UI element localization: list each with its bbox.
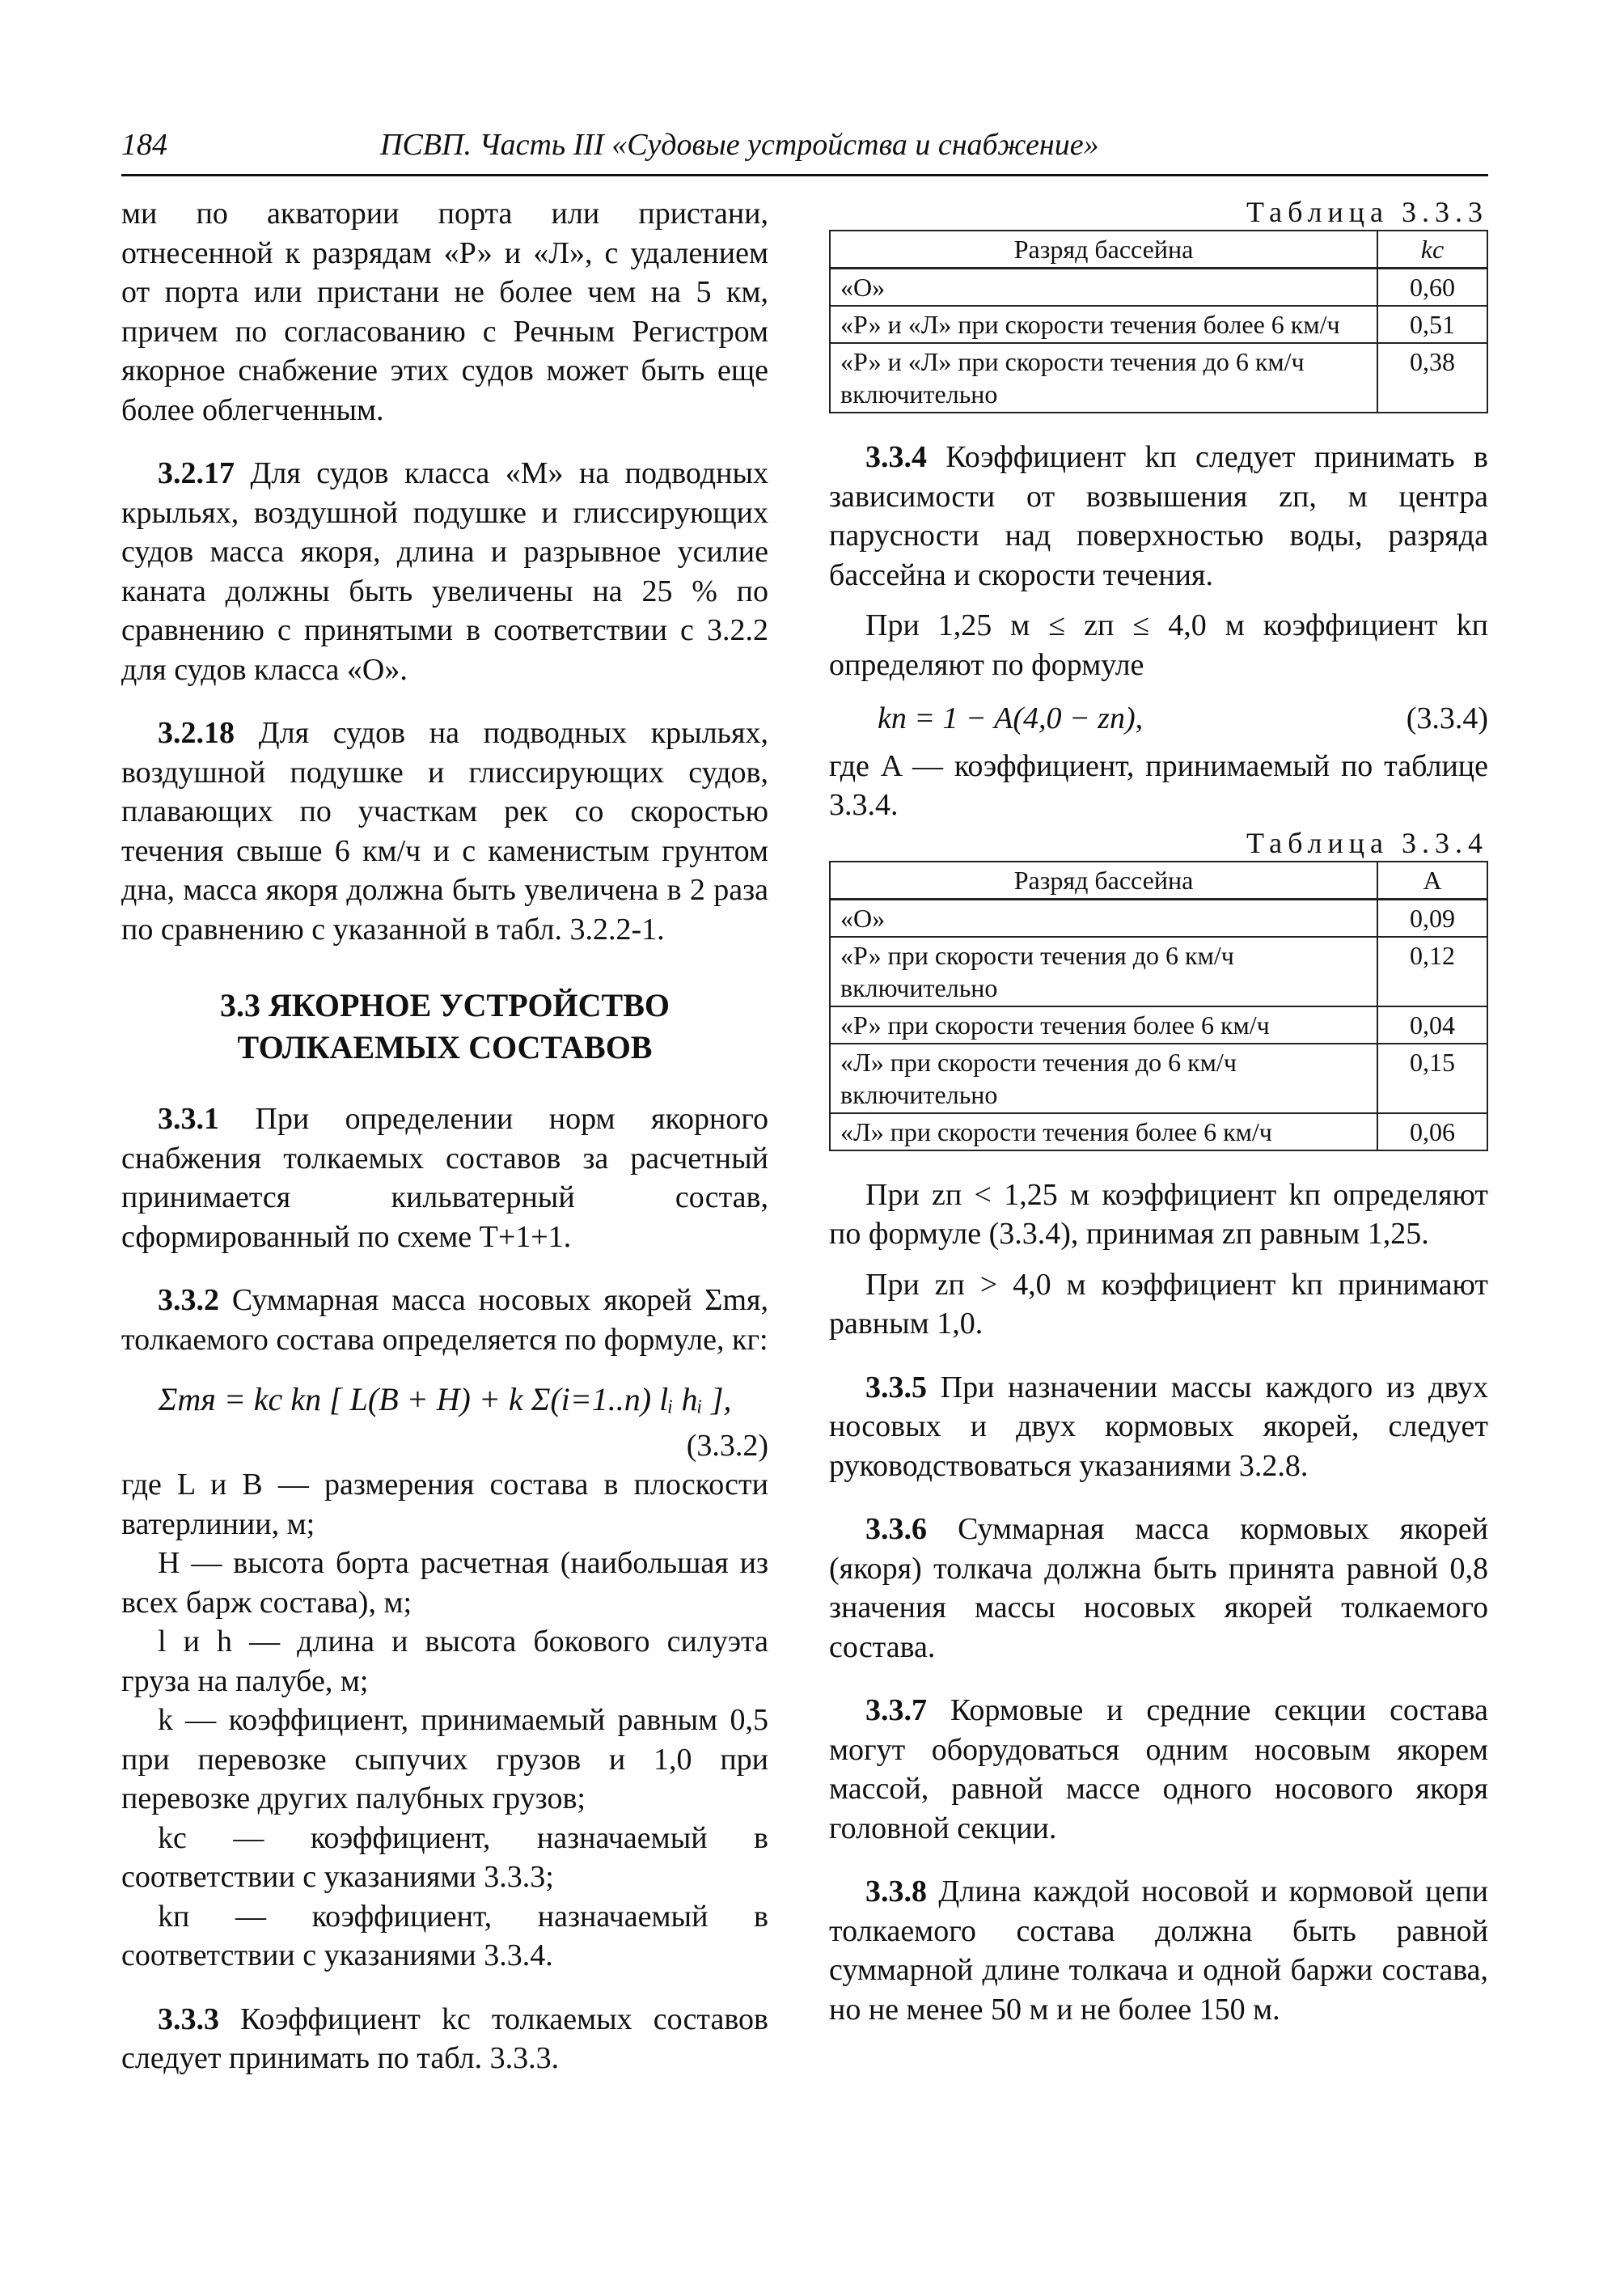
formula-3-3-4-row: [829, 684, 1488, 747]
paragraph-intro: ми по акватории порта или пристани, отнесенной к разрядам «Р» и «Л», с удалением от порта или пристани не более чем на 5 км, причем по согласованию с Речным Регистром якорное снабжение этих судов может быть еще более облегченным.: [121, 197, 768, 427]
column-header: Разряд бассейна: [830, 231, 1377, 269]
table-row: [830, 306, 1487, 343]
clause-text: При назначении массы каждого из двух носовых и двух кормовых якорей, следует руководствоваться указаниями 3.2.8.: [829, 1370, 1488, 1483]
paragraph-3-3-7: [829, 1691, 1488, 1848]
paragraph-where-a: где A — коэффициент, принимаемый по таблице 3.3.4.: [829, 748, 1488, 822]
table-cell: 0,09: [1377, 899, 1487, 937]
clause-text: Кормовые и средние секции состава могут оборудоваться одним носовым якорем массой, равной массе одного носового якоря головной секции.: [829, 1693, 1488, 1845]
table-row: [830, 1006, 1487, 1044]
definition-kc: kс — коэффициент, назначаемый в соответствии с указаниями 3.3.3;: [121, 1820, 768, 1894]
clause-number: 3.3.5: [865, 1370, 927, 1404]
column-header: Разряд бассейна: [830, 862, 1377, 900]
table-3-3-4: [829, 861, 1488, 1151]
definition-l-h: l и h — длина и высота бокового силуэта груза на палубе, м;: [121, 1625, 768, 1698]
section-title-line-1: 3.3 ЯКОРНОЕ УСТРОЙСТВО: [219, 987, 670, 1023]
paragraph-range: При 1,25 м ≤ zп ≤ 4,0 м коэффициент kп определяют по формуле: [829, 608, 1488, 682]
table-3-3-3: [829, 230, 1488, 413]
table-cell: 0,06: [1377, 1113, 1487, 1150]
clause-number: 3.3.7: [865, 1693, 927, 1727]
formula-3-3-4: kп = 1 − A(4,0 − zп),: [878, 701, 1144, 735]
clause-text: Суммарная масса кормовых якорей (якоря) толкача должна быть принята равной 0,8 значения массы носовых якорей толкаемого состава.: [829, 1512, 1488, 1664]
table-cell: «Р» при скорости течения более 6 км/ч: [830, 1006, 1377, 1044]
clause-number: 3.3.3: [158, 2002, 219, 2036]
table-row: [830, 269, 1487, 307]
table-cell: 0,04: [1377, 1006, 1487, 1044]
table-cell: «Р» при скорости течения до 6 км/ч включительно: [830, 937, 1377, 1006]
clause-number: 3.3.4: [865, 440, 927, 474]
formula-3-3-2: Σmя = kс kп [ L(B + H) + k Σ(i=1..n) lᵢ hᵢ ],: [158, 1381, 732, 1417]
definition-h: H — высота борта расчетная (наибольшая из всех барж состава), м;: [121, 1546, 768, 1620]
page-header: [121, 125, 1488, 176]
table-cell: 0,12: [1377, 937, 1487, 1006]
table-cell: «Л» при скорости течения до 6 км/ч включительно: [830, 1044, 1377, 1113]
definition-k: k — коэффициент, принимаемый равным 0,5 при перевозке сыпучих грузов и 1,0 при перевозке других палубных грузов;: [121, 1703, 768, 1815]
table-row: [830, 899, 1487, 937]
paragraph-3-2-17: [121, 454, 768, 689]
clause-number: 3.3.1: [158, 1102, 219, 1136]
table-row: [830, 1113, 1487, 1150]
table-cell: 0,51: [1377, 306, 1487, 343]
paragraph-greater-than: При zп > 4,0 м коэффициент kп принимают равным 1,0.: [829, 1267, 1488, 1341]
clause-text: Для судов класса «М» на подводных крыльях, воздушной подушке и глиссирующих судов масса якоря, длина и разрывное усилие каната должны быть увеличены на 25 % по сравнению с принятыми в соответствии с 3.2.2 для судов класса «О».: [121, 456, 768, 687]
table-caption: Таблица 3.3.3: [1246, 196, 1488, 228]
table-cell: 0,60: [1377, 269, 1487, 307]
table-row: [830, 937, 1487, 1006]
paragraph-3-3-5: [829, 1368, 1488, 1486]
clause-number: 3.2.18: [158, 716, 235, 750]
running-title: ПСВП. Часть III «Судовые устройства и снабжение»: [380, 128, 1099, 162]
table-caption: Таблица 3.3.4: [1246, 826, 1488, 859]
clause-text: При определении норм якорного снабжения толкаемых составов за расчетный принимается кильватерный состав, сформированный по схеме Т+1+1.: [121, 1102, 768, 1254]
clause-number: 3.3.2: [158, 1283, 219, 1317]
paragraph-3-2-18: [121, 714, 768, 949]
table-cell: 0,38: [1377, 343, 1487, 413]
clause-text: Длина каждой носовой и кормовой цепи толкаемого состава должна быть равной суммарной длине толкача и одной баржи состава, но не менее 50 м и не более 150 м.: [829, 1875, 1488, 2027]
table-cell: 0,15: [1377, 1044, 1487, 1113]
formula-number: (3.3.4): [1406, 701, 1488, 735]
clause-text: Коэффициент kс толкаемых составов следует принимать по табл. 3.3.3.: [121, 2002, 768, 2075]
table-row: [830, 1044, 1487, 1113]
formula-number: (3.3.2): [686, 1428, 768, 1463]
clause-text: Для судов на подводных крыльях, воздушной подушке и глиссирующих судов, плавающих по участкам рек со скоростью течения свыше 6 км/ч и с каменистым грунтом дна, масса якоря должна быть увеличена в 2 раза по сравнению с указанной в табл. 3.2.2-1.: [121, 716, 768, 947]
table-cell: «О»: [830, 269, 1377, 307]
table-cell: «Р» и «Л» при скорости течения до 6 км/ч включительно: [830, 343, 1377, 413]
paragraph-3-3-3: [121, 2000, 768, 2078]
clause-text: Суммарная масса носовых якорей Σmя, толкаемого состава определяется по формуле, кг:: [121, 1283, 768, 1357]
clause-number: 3.2.17: [158, 456, 235, 490]
section-title-line-2: ТОЛКАЕМЫХ СОСТАВОВ: [237, 1029, 653, 1065]
definition-kp: kп — коэффициент, назначаемый в соответствии с указаниями 3.3.4.: [121, 1899, 768, 1972]
column-header: A: [1377, 862, 1487, 900]
left-column: [121, 194, 768, 2078]
section-title: [121, 985, 768, 1069]
table-cell: «Л» при скорости течения более 6 км/ч: [830, 1113, 1377, 1150]
table-header-row: [830, 862, 1487, 900]
paragraph-3-3-1: [121, 1099, 768, 1256]
column-header: kс: [1377, 231, 1487, 269]
clause-number: 3.3.8: [865, 1875, 927, 1908]
page-number: 184: [121, 128, 167, 162]
clause-text: Коэффициент kп следует принимать в зависимости от возвышения zп, м центра парусности над поверхностью воды, разряда бассейна и скорости течения.: [829, 440, 1488, 592]
paragraph-3-3-8: [829, 1872, 1488, 2029]
table-header-row: [830, 231, 1487, 269]
paragraph-less-than: При zп < 1,25 м коэффициент kп определяют по формуле (3.3.4), принимая zп равным 1,25.: [829, 1177, 1488, 1251]
table-cell: «Р» и «Л» при скорости течения более 6 км/ч: [830, 306, 1377, 343]
paragraph-3-3-4: [829, 438, 1488, 595]
definition-l-b: где L и B — размерения состава в плоскости ватерлинии, м;: [121, 1468, 768, 1541]
paragraph-3-3-6: [829, 1510, 1488, 1667]
right-column: [829, 194, 1488, 2029]
clause-number: 3.3.6: [865, 1512, 927, 1546]
table-row: [830, 343, 1487, 413]
table-cell: «О»: [830, 899, 1377, 937]
paragraph-3-3-2: [121, 1281, 768, 1359]
